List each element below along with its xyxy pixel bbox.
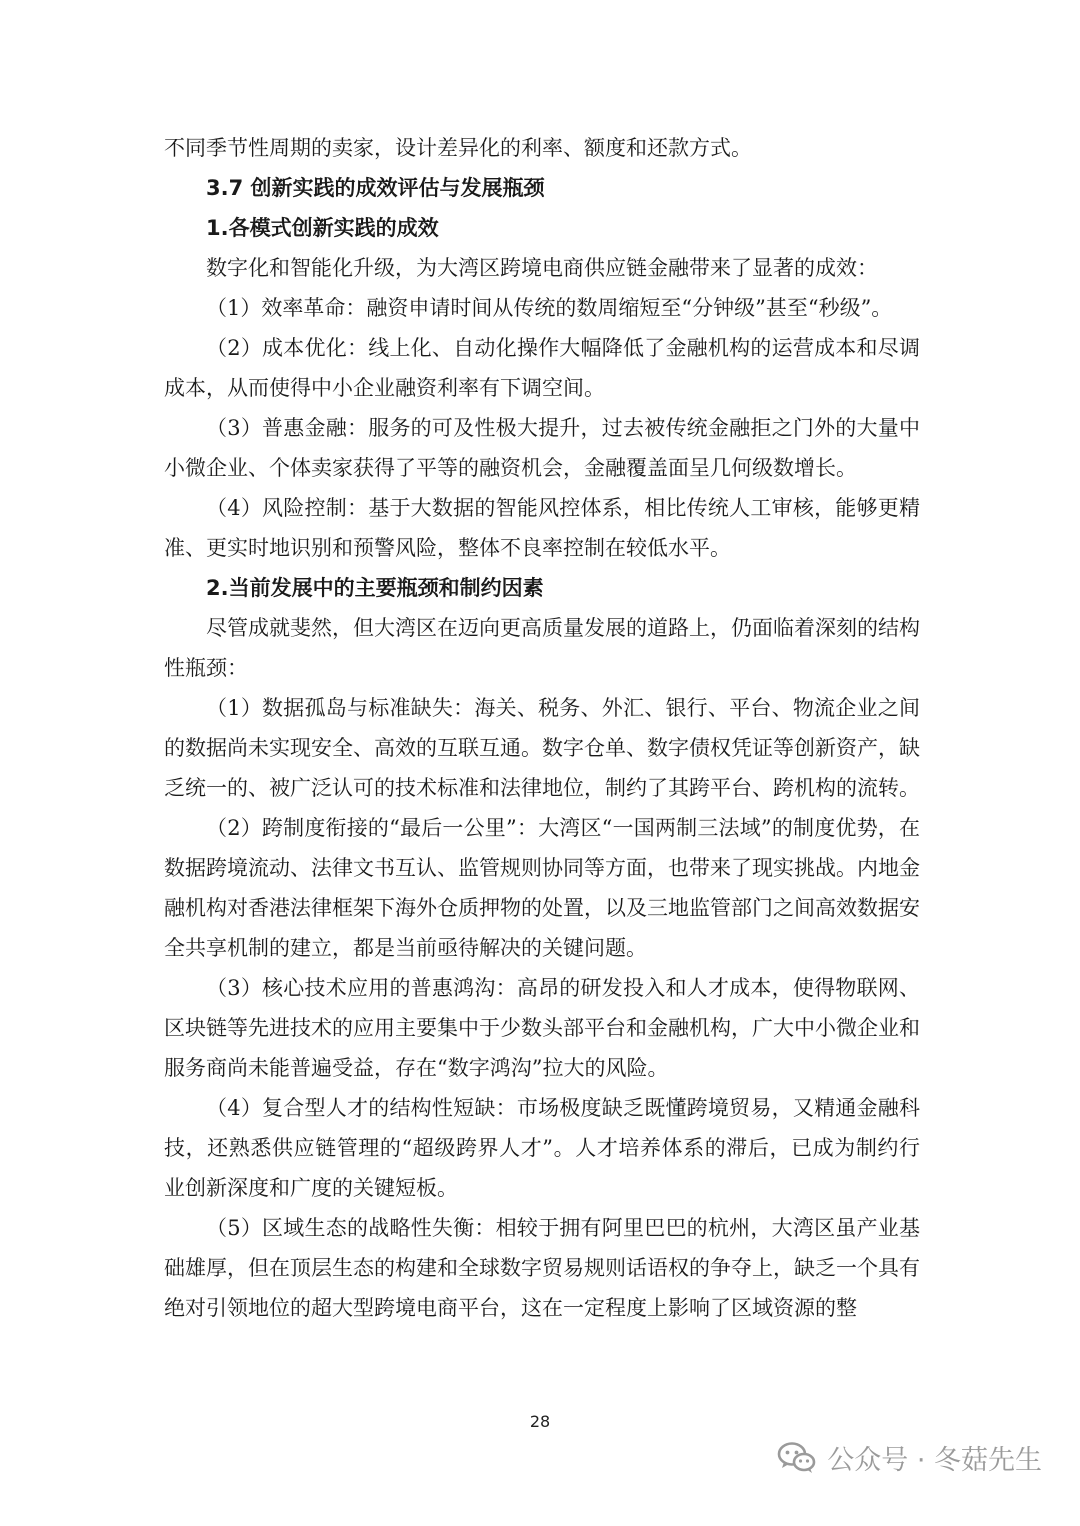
paragraph: 数字化和智能化升级，为大湾区跨境电商供应链金融带来了显著的成效： — [206, 256, 878, 280]
paragraph: 不同季节性周期的卖家，设计差异化的利率、额度和还款方式。 — [164, 136, 752, 160]
list-paragraph: （1）数据孤岛与标准缺失：海关、税务、外汇、银行、平台、物流企业之间的数据尚未实现安全、高效的互联互通。数字仓单、数字债权凭证等创新资产，缺乏统一的、被广泛认可的技术标准和法律地位，制约了其跨平台、跨机构的流转。 — [164, 696, 920, 800]
watermark — [777, 1438, 1042, 1477]
list-paragraph: （2）成本优化：线上化、自动化操作大幅降低了金融机构的运营成本和尽调成本，从而使得中小企业融资利率有下调空间。 — [164, 336, 920, 400]
list-paragraph: （4）风险控制：基于大数据的智能风控体系，相比传统人工审核，能够更精准、更实时地识别和预警风险，整体不良率控制在较低水平。 — [164, 496, 920, 560]
list-paragraph: （5）区域生态的战略性失衡：相较于拥有阿里巴巴的杭州，大湾区虽产业基础雄厚，但在顶层生态的构建和全球数字贸易规则话语权的争夺上，缺乏一个具有绝对引领地位的超大型跨境电商平台，这在一定程度上影响了区域资源的整 — [164, 1216, 920, 1320]
watermark-text: 公众号 · 冬菇先生 — [827, 1445, 1042, 1476]
subsection-heading: 1.各模式创新实践的成效 — [206, 216, 439, 240]
page-number: 28 — [529, 1412, 551, 1431]
wechat-icon — [777, 1441, 817, 1475]
list-paragraph: （2）跨制度衔接的“最后一公里”：大湾区“一国两制三法域”的制度优势，在数据跨境流动、法律文书互认、监管规则协同等方面，也带来了现实挑战。内地金融机构对香港法律框架下海外仓质押物的处置，以及三地监管部门之间高效数据安全共享机制的建立，都是当前亟待解决的关键问题。 — [164, 816, 920, 960]
list-paragraph: （4）复合型人才的结构性短缺：市场极度缺乏既懂跨境贸易，又精通金融科技，还熟悉供应链管理的“超级跨界人才”。人才培养体系的滞后，已成为制约行业创新深度和广度的关键短板。 — [164, 1096, 920, 1200]
list-paragraph: （1）效率革命：融资申请时间从传统的数周缩短至“分钟级”甚至“秒级”。 — [206, 296, 893, 320]
paragraph: 尽管成就斐然，但大湾区在迈向更高质量发展的道路上，仍面临着深刻的结构性瓶颈： — [164, 616, 920, 680]
list-paragraph: （3）核心技术应用的普惠鸿沟：高昂的研发投入和人才成本，使得物联网、区块链等先进技术的应用主要集中于少数头部平台和金融机构，广大中小微企业和服务商尚未能普遍受益，存在“数字鸿沟”拉大的风险。 — [164, 976, 920, 1080]
document-page — [164, 128, 920, 1328]
section-heading: 3.7 创新实践的成效评估与发展瓶颈 — [206, 176, 545, 200]
subsection-heading: 2.当前发展中的主要瓶颈和制约因素 — [206, 576, 544, 600]
list-paragraph: （3）普惠金融：服务的可及性极大提升，过去被传统金融拒之门外的大量中小微企业、个体卖家获得了平等的融资机会，金融覆盖面呈几何级数增长。 — [164, 416, 920, 480]
